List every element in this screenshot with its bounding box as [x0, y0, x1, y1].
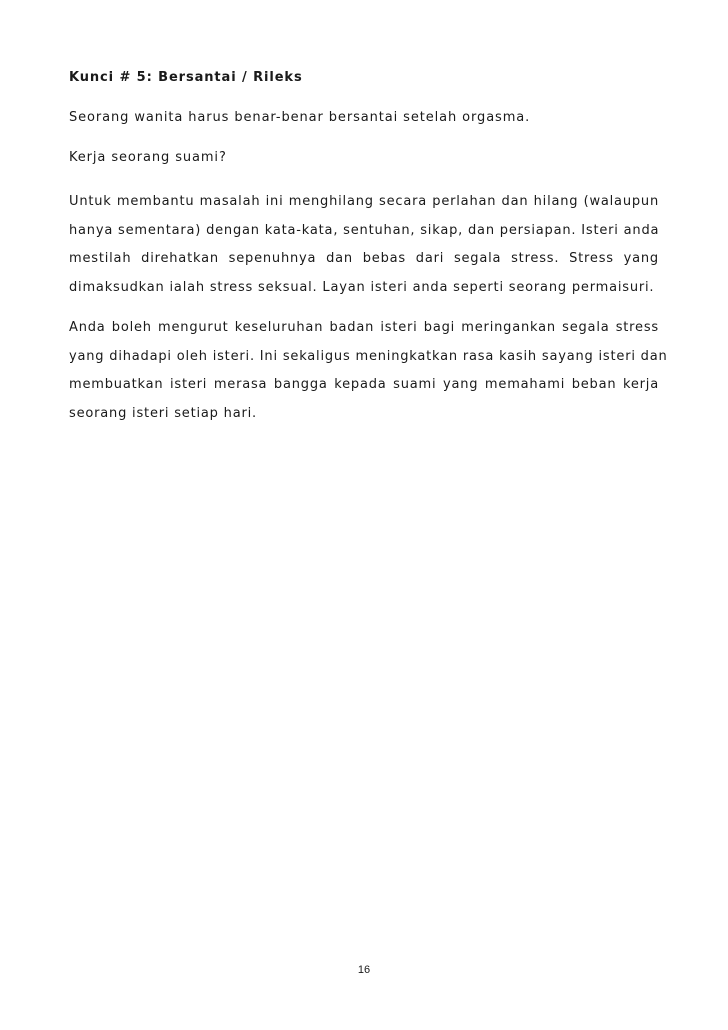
paragraph-1-line: hanya sementara) dengan kata-kata, sentuhan, sikap, dan persiapan. Isteri anda	[69, 222, 660, 238]
paragraph-2-line: seorang isteri setiap hari.	[69, 405, 257, 421]
paragraph-1-line: Untuk membantu masalah ini menghilang secara perlahan dan hilang (walaupun	[69, 194, 659, 209]
page-content	[69, 68, 668, 440]
page-number: 16	[357, 964, 371, 976]
paragraph-2	[69, 314, 668, 428]
section-heading: Kunci # 5: Bersantai / Rileks	[69, 70, 303, 85]
intro-sentence: Seorang wanita harus benar-benar bersantai setelah orgasma.	[69, 110, 531, 125]
paragraph-2-line: membuatkan isteri merasa bangga kepada suami yang memahami beban kerja	[69, 377, 659, 392]
question-line: Kerja seorang suami?	[69, 150, 227, 165]
paragraph-2-line: yang dihadapi oleh isteri. Ini sekaligus meningkatkan rasa kasih sayang isteri dan	[69, 348, 668, 364]
paragraph-1-line: dimaksudkan ialah stress seksual. Layan isteri anda seperti seorang permaisuri.	[69, 279, 655, 295]
paragraph-1	[69, 188, 659, 302]
paragraph-1-line: mestilah direhatkan sepenuhnya dan bebas dari segala stress. Stress yang	[69, 251, 659, 266]
paragraph-2-line: Anda boleh mengurut keseluruhan badan isteri bagi meringankan segala stress	[69, 320, 659, 335]
